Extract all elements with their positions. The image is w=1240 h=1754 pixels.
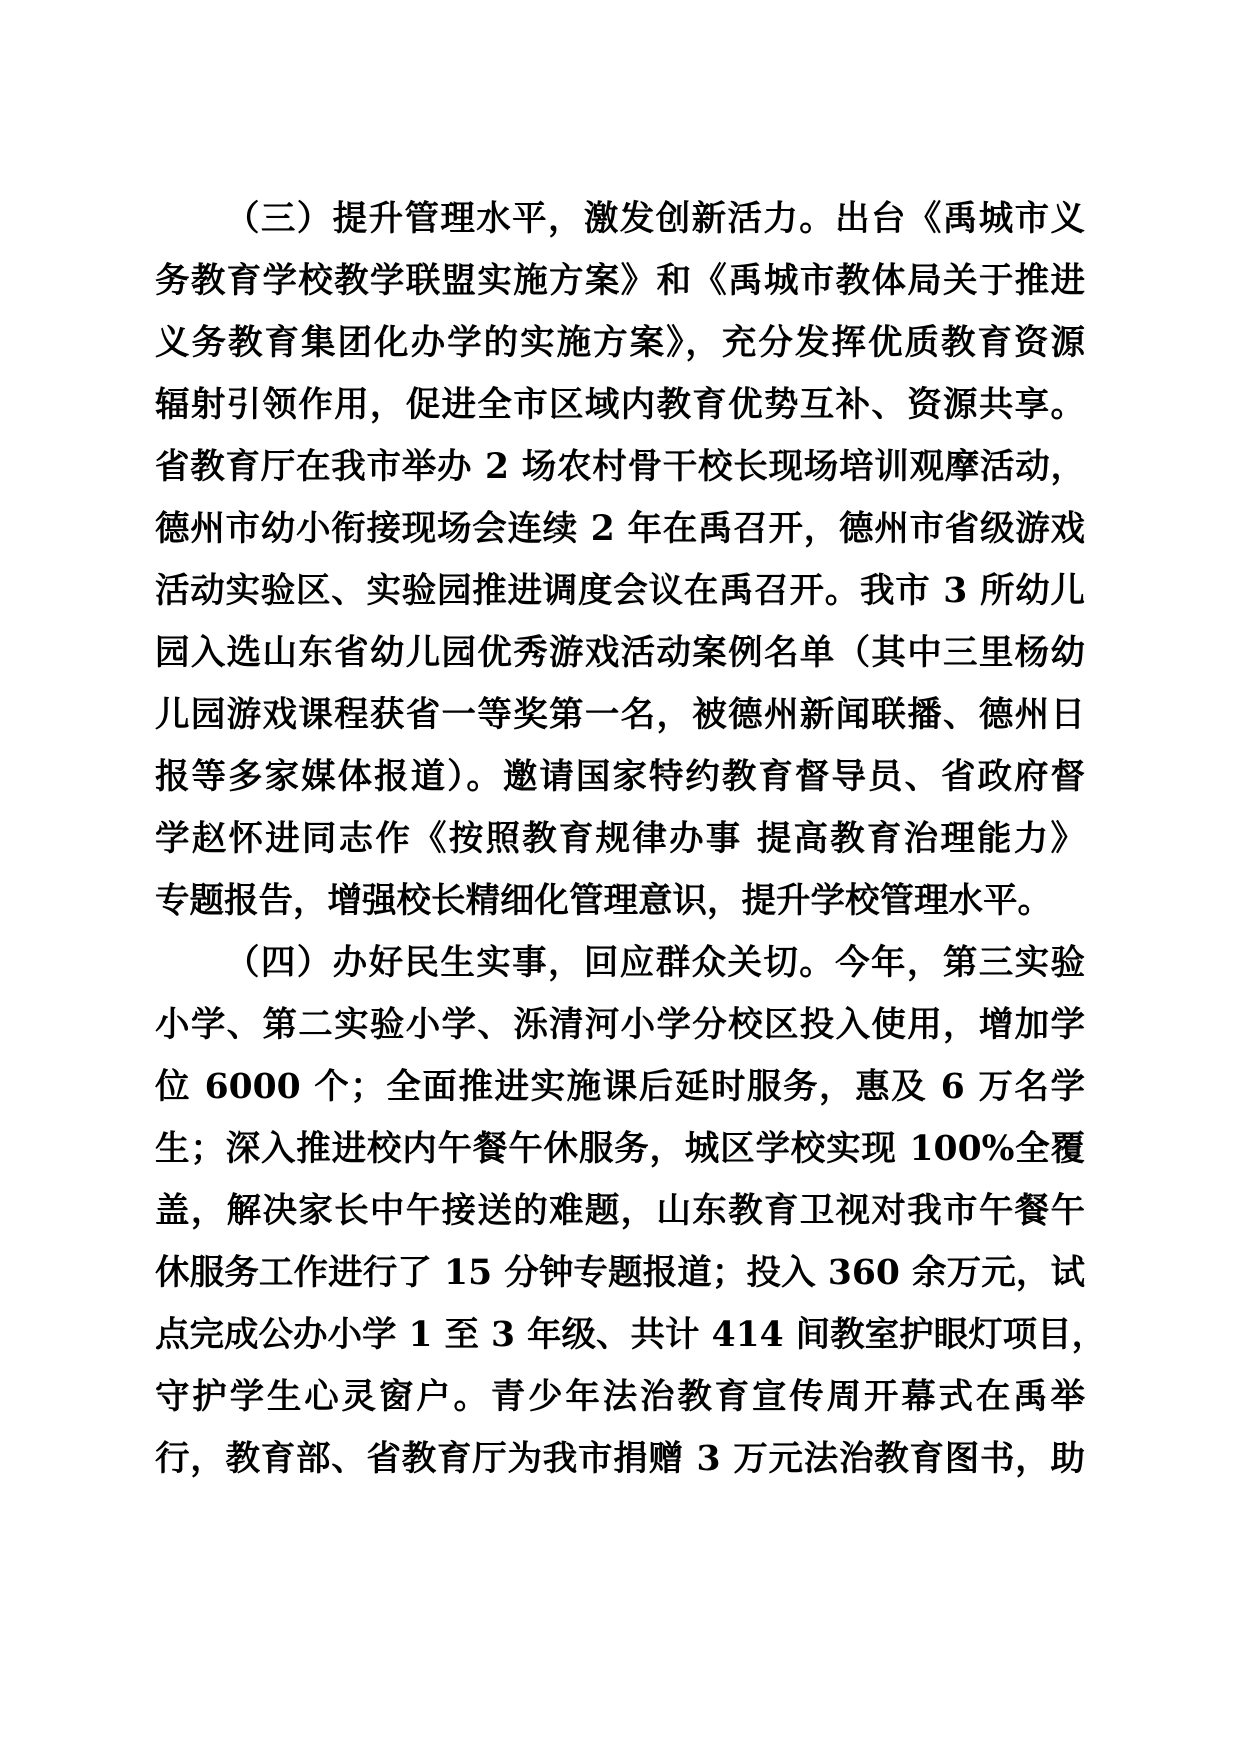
paragraph-line: 省教育厅在我市举办 2 场农村骨干校长现场培训观摩活动，: [155, 447, 1085, 487]
paragraph-line: 休服务工作进行了 15 分钟专题报道；投入 360 余万元，试: [155, 1253, 1085, 1293]
paragraph-line: 盖，解决家长中午接送的难题，山东教育卫视对我市午餐午: [155, 1191, 1085, 1231]
paragraph-line: 位 6000 个；全面推进实施课后延时服务，惠及 6 万名学: [155, 1067, 1085, 1107]
paragraph-line: 义务教育集团化办学的实施方案》，充分发挥优质教育资源: [155, 323, 1085, 363]
paragraph-line: 点完成公办小学 1 至 3 年级、共计 414 间教室护眼灯项目，: [155, 1315, 1107, 1355]
paragraph-line: 辐射引领作用，促进全市区域内教育优势互补、资源共享。: [155, 385, 1085, 425]
paragraph-line: 守护学生心灵窗户。青少年法治教育宣传周开幕式在禹举: [155, 1377, 1085, 1417]
paragraph-line: （四）办好民生实事，回应群众关切。今年，第三实验: [225, 943, 1085, 983]
paragraph-line: （三）提升管理水平，激发创新活力。出台《禹城市义: [225, 199, 1085, 239]
paragraph-line: 园入选山东省幼儿园优秀游戏活动案例名单（其中三里杨幼: [155, 633, 1085, 673]
paragraph-line: 活动实验区、实验园推进调度会议在禹召开。我市 3 所幼儿: [155, 571, 1085, 611]
paragraph-line: 报等多家媒体报道）。邀请国家特约教育督导员、省政府督: [155, 757, 1085, 797]
paragraph-livelihood: [155, 932, 1107, 1490]
paragraph-line: 行，教育部、省教育厅为我市捐赠 3 万元法治教育图书，助: [155, 1439, 1085, 1479]
paragraph-line: 务教育学校教学联盟实施方案》和《禹城市教体局关于推进: [155, 261, 1085, 301]
paragraph-line: 德州市幼小衔接现场会连续 2 年在禹召开，德州市省级游戏: [155, 509, 1085, 549]
paragraph-line: 生；深入推进校内午餐午休服务，城区学校实现 100%全覆: [155, 1129, 1085, 1169]
paragraph-line: 专题报告，增强校长精细化管理意识，提升学校管理水平。: [155, 881, 1052, 921]
paragraph-line: 儿园游戏课程获省一等奖第一名，被德州新闻联播、德州日: [155, 695, 1085, 735]
paragraph-management: [155, 188, 1085, 932]
paragraph-line: 学赵怀进同志作《按照教育规律办事 提高教育治理能力》: [155, 819, 1085, 859]
paragraph-line: 小学、第二实验小学、泺清河小学分校区投入使用，增加学: [155, 1005, 1085, 1045]
document-body: [155, 188, 1107, 1490]
